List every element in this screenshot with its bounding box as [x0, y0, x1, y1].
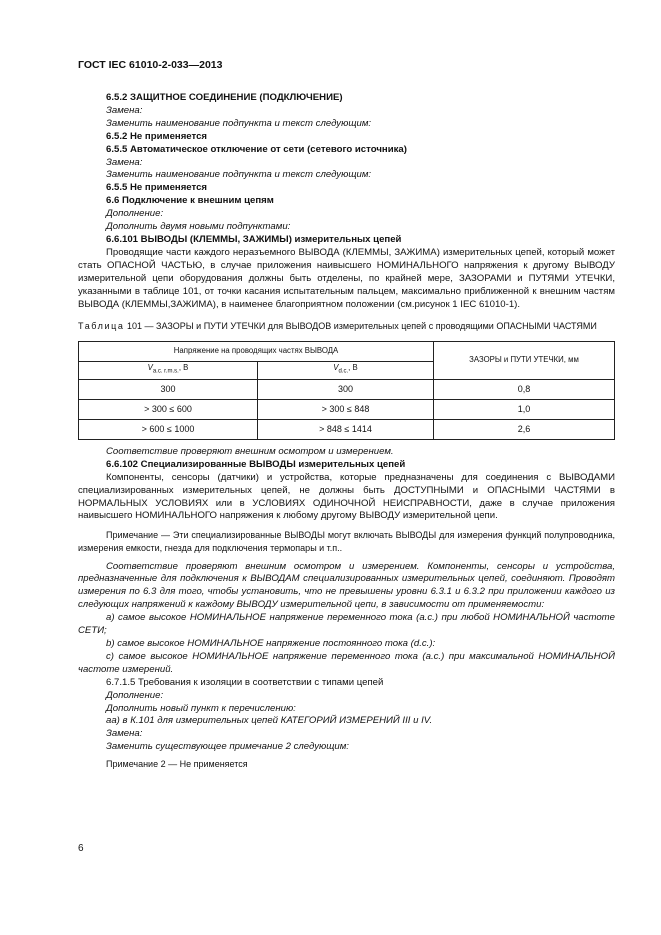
addition-label: Дополнение:: [106, 208, 164, 220]
vac-unit: , В: [178, 363, 189, 373]
addition-instruction: Дополнить новый пункт к перечислению:: [106, 702, 296, 714]
section-6-6-102-title: 6.6.102 Специализированные ВЫВОДЫ измерительных цепей: [106, 458, 406, 470]
table-101-caption: [78, 321, 615, 333]
replace-label: Замена:: [106, 104, 143, 116]
table-header-vdc: [258, 361, 434, 379]
table-title: 101 — ЗАЗОРЫ и ПУТИ УТЕЧКИ для ВЫВОДОВ измерительных цепей с проводящими ОПАСНЫМИ ЧАСТЯМИ: [127, 321, 597, 332]
section-6-5-2-title: 6.5.2 ЗАЩИТНОЕ СОЕДИНЕНИЕ (ПОДКЛЮЧЕНИЕ): [106, 92, 343, 103]
section-6-7-1-5-title: 6.7.1.5 Требования к изоляции в соответствии с типами цепей: [106, 676, 384, 688]
addition-instruction: Дополнить двумя новыми подпунктами:: [106, 221, 291, 233]
table-cell: 300: [79, 379, 258, 399]
table-cell: 2,6: [434, 419, 615, 439]
table-cell: 1,0: [434, 399, 615, 419]
vdc-unit: , В: [348, 363, 358, 373]
table-cell: > 300 ≤ 600: [79, 399, 258, 419]
replace-instruction: Заменить наименование подпункта и текст следующим:: [106, 117, 372, 129]
page-number: 6: [78, 843, 84, 854]
table-row: [79, 379, 615, 399]
note-text: 2 — Не применяется: [158, 759, 248, 770]
table-label: Таблица: [78, 321, 125, 332]
section-6-6-title: 6.6 Подключение к внешним цепям: [106, 195, 274, 207]
table-cell: 300: [258, 379, 434, 399]
section-6-6-102-note: [78, 529, 615, 554]
note-label: Примечание: [106, 530, 159, 541]
document-body: [78, 92, 615, 771]
table-row: [79, 399, 615, 419]
replace-label: Замена:: [106, 728, 143, 740]
table-header-clearances: ЗАЗОРЫ и ПУТИ УТЕЧКИ, мм: [434, 341, 615, 379]
section-6-5-2-new-text: 6.5.2 Не применяется: [106, 130, 208, 142]
section-6-6-101-paragraph: Проводящие части каждого неразъемного ВЫВОДА (КЛЕММЫ, ЗАЖИМА) измерительных цепей, который может стать ОПАСНОЙ ЧАСТЬЮ, в случае приложения наивысшего НОМИНАЛЬНОГО напряжения к другому ВЫВОДУ измерительной цепи оборудования должны быть отделены, по крайней мере, ЗАЗОРАМИ и ПУТЯМИ УТЕЧКИ, указанными в таблице 101, от точки касания испытательным пальцем, максимально приближенной к внешним частям ВЫВОДА (КЛЕММЫ,ЗАЖИМА), в наименее благоприятном положении (см.рисунок 1 IEC 61010-1).: [78, 246, 615, 310]
section-6-7-1-5-note: [78, 758, 615, 771]
section-6-6-102-compliance: Соответствие проверяют внешним осмотром и измерением. Компоненты, сенсоры и устройства, предназначенные для подключения к ВЫВОДАМ специализированных измерительных цепей, соединяют. Проводят измерения по 6.3 для того, чтобы установить, что не превышены уровни 6.3.1 и 6.3.2 при приложении каждого из следующих напряжений к каждому ВЫВОДУ измерительной цепи, в зависимости от применяемости:: [78, 560, 615, 611]
list-item-aa: аа) в К.101 для измерительных цепей КАТЕГОРИЙ ИЗМЕРЕНИЙ III и IV.: [106, 715, 433, 727]
note-text: — Эти специализированные ВЫВОДЫ могут включать ВЫВОДЫ для измерения функций полупроводника, измерения емкости, гнезда для подключения термопары и т.п..: [78, 530, 615, 553]
vdc-symbol: V: [333, 363, 339, 373]
table-cell: > 848 ≤ 1414: [258, 419, 434, 439]
vdc-subscript: d.c.: [338, 368, 349, 375]
table-cell: > 300 ≤ 848: [258, 399, 434, 419]
vac-symbol: V: [147, 363, 153, 373]
table-101: [78, 341, 615, 440]
compliance-statement: Соответствие проверяют внешним осмотром и измерением.: [106, 445, 394, 457]
list-item-a: a) самое высокое НОМИНАЛЬНОЕ напряжение переменного тока (a.c.) при любой НОМИНАЛЬНОЙ частоте СЕТИ;: [78, 612, 615, 637]
table-header-vac: [79, 361, 258, 379]
section-6-6-101-title: 6.6.101 ВЫВОДЫ (КЛЕММЫ, ЗАЖИМЫ) измерительных цепей: [106, 233, 402, 245]
section-6-6-102-paragraph: Компоненты, сенсоры (датчики) и устройства, которые предназначены для соединения с ВЫВОДАМИ специализированных измерительных цепей, не должны быть ДОСТУПНЫМИ и ОПАСНЫМИ ЧАСТЯМИ в НОРМАЛЬНЫХ УСЛОВИЯХ или в УСЛОВИЯХ ОДИНОЧНОЙ НЕИСПРАВНОСТИ, даже в случае приложения наивысшего НОМИНАЛЬНОГО напряжения к любому другому ВЫВОДУ измерительной цепи.: [78, 471, 615, 522]
table-header-group: Напряжение на проводящих частях ВЫВОДА: [79, 341, 434, 361]
replace-instruction: Заменить существующее примечание 2 следующим:: [106, 741, 349, 753]
note-label: Примечание: [106, 759, 159, 770]
replace-label: Замена:: [106, 156, 143, 168]
replace-instruction: Заменить наименование подпункта и текст следующим:: [106, 169, 372, 181]
table-cell: 0,8: [434, 379, 615, 399]
vac-subscript: a.c. r.m.s.: [152, 368, 179, 375]
list-item-c: c) самое высокое НОМИНАЛЬНОЕ напряжение переменного тока (a.c.) при максимальной НОМИНАЛЬНОЙ частоте измерений.: [78, 650, 615, 675]
table-cell: > 600 ≤ 1000: [79, 419, 258, 439]
addition-label: Дополнение:: [106, 689, 164, 701]
list-item-b: b) самое высокое НОМИНАЛЬНОЕ напряжение постоянного тока (d.c.):: [106, 637, 436, 649]
table-row: [79, 419, 615, 439]
section-6-5-5-title: 6.5.5 Автоматическое отключение от сети (сетевого источника): [106, 143, 407, 155]
document-header: ГОСТ IEC 61010-2-033—2013: [78, 59, 223, 71]
section-6-5-5-new-text: 6.5.5 Не применяется: [106, 182, 208, 194]
